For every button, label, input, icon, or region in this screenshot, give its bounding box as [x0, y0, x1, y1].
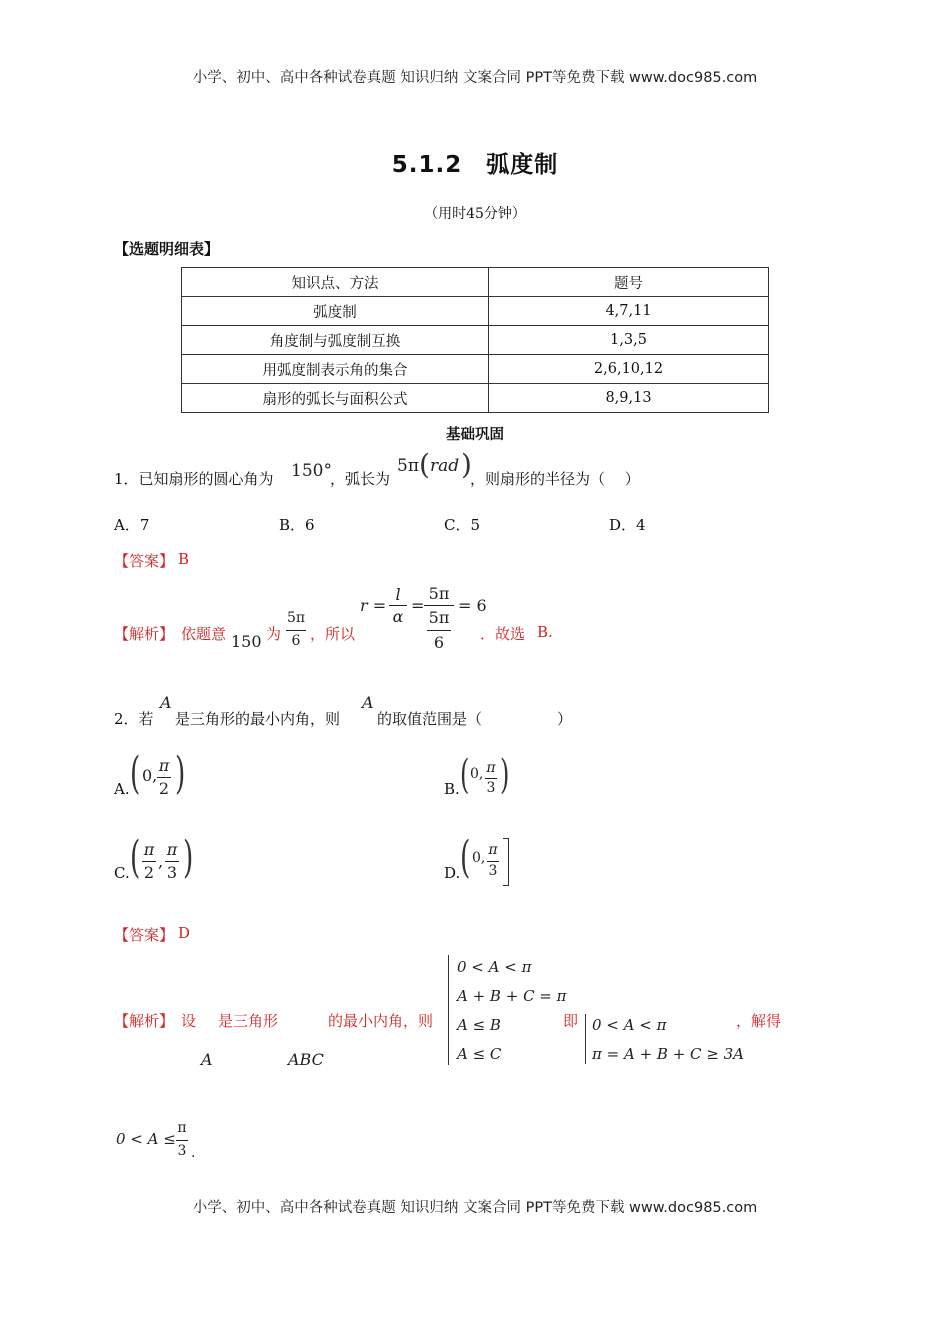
q2-optB-bar [485, 778, 497, 779]
q2-optC-num2: π [166, 840, 178, 859]
q2-optD-rbracket [503, 838, 509, 886]
q2-analysis-text2: 是三角形 [218, 1012, 279, 1030]
table-cell: 用弧度制表示角的集合 [182, 355, 489, 384]
q1-r-eq: r = [360, 596, 387, 615]
q1-frac-num: 5π [286, 610, 306, 626]
q2-optC-den1: 2 [143, 863, 155, 882]
q2-analysis-jiede: ，解得 [736, 1012, 782, 1030]
q2-result-den: 3 [177, 1143, 187, 1159]
q2-sys2-line2: π = A + B + C ≥ 3A [592, 1045, 744, 1063]
table-cell: 1,3,5 [489, 326, 769, 355]
q2-optA-den: 2 [158, 779, 170, 798]
table-header-row [182, 268, 769, 297]
q1-alpha: α [392, 607, 404, 626]
q2-sys1-line4: A ≤ C [457, 1045, 502, 1063]
q1-eq-sign: = [411, 596, 425, 615]
q2-option-b-label: B. [444, 780, 460, 798]
q2-option-d-label: D. [444, 864, 461, 882]
q1-analysis-150: 150 [231, 632, 262, 651]
q1-eq6: = 6 [458, 596, 487, 615]
q2-optA-num: π [158, 756, 170, 775]
table-cell: 4,7,11 [489, 297, 769, 326]
q2-optD-bar [487, 861, 499, 862]
table-cell: 2,6,10,12 [489, 355, 769, 384]
q2-var-a-2: A [362, 693, 374, 712]
q2-optB-rparen: ) [500, 752, 510, 798]
table-cell: 8,9,13 [489, 384, 769, 413]
page-title: 5.1.2 弧度制 [391, 152, 559, 178]
q1-left-paren: ( [419, 448, 430, 481]
q2-analysis-text1: 设 [181, 1012, 197, 1030]
q1-answer: B [178, 550, 190, 568]
page-footer: 小学、初中、高中各种试卷真题 知识归纳 文案合同 PPT等免费下载 www.doc985.com [192, 1200, 758, 1216]
q2-analysis-text3: 的最小内角，则 [328, 1012, 434, 1030]
q1-text-part2: ，弧长为 [330, 470, 391, 488]
q1-answer-label: 【答案】 [114, 552, 175, 570]
q2-optD-zero: 0, [472, 850, 486, 866]
q1-sub-bar [427, 630, 451, 631]
q1-frac-bar [286, 630, 306, 631]
table-header-cell: 知识点、方法 [182, 268, 489, 297]
q2-optD-num: π [488, 842, 498, 858]
q1-5pi-num: 5π [428, 584, 450, 603]
q2-optC-bar1 [142, 861, 156, 862]
q2-optC-den2: 3 [166, 863, 178, 882]
q2-optA-rparen: ) [175, 748, 186, 799]
page-header: 小学、初中、高中各种试卷真题 知识归纳 文案合同 PPT等免费下载 www.doc985.com [192, 70, 758, 86]
q2-optA-lparen: ( [130, 748, 141, 799]
q2-var-a: A [160, 693, 172, 712]
table-row [182, 355, 769, 384]
q1-option-c: C．5 [444, 516, 481, 534]
table-row [182, 384, 769, 413]
q1-5pi-den: 5π [428, 608, 450, 627]
q1-option-d: D．4 [609, 516, 646, 534]
topic-table [181, 267, 769, 413]
q2-sys1-brace [448, 955, 453, 1065]
section-title: 基础巩固 [446, 427, 504, 443]
q2-analysis-label: 【解析】 [114, 1012, 175, 1030]
q2-optB-lparen: ( [460, 752, 470, 798]
table-header-cell: 题号 [489, 268, 769, 297]
q1-right-paren: ) [461, 448, 472, 481]
q2-result-dot: . [191, 1145, 196, 1161]
q2-optD-den: 3 [488, 863, 498, 879]
q2-sys1-line2: A + B + C = π [457, 987, 567, 1005]
q2-text-part2: 是三角形的最小内角，则 [175, 710, 341, 728]
q2-analysis-abc: ABC [288, 1050, 324, 1069]
q2-optC-rparen: ) [183, 832, 194, 883]
q2-sys1-line3: A ≤ B [457, 1016, 501, 1034]
q2-answer-label: 【答案】 [114, 926, 175, 944]
q2-sys2-brace [585, 1014, 590, 1064]
table-row [182, 326, 769, 355]
q1-l: l [395, 585, 401, 604]
q2-optC-lparen: ( [130, 832, 141, 883]
q1-frac-den: 6 [291, 633, 301, 649]
q1-option-a: A．7 [114, 516, 150, 534]
q1-arc-coef: 5π [397, 456, 419, 476]
table-cell: 角度制与弧度制互换 [182, 326, 489, 355]
q1-6-den: 6 [433, 633, 445, 652]
q2-optB-num: π [486, 760, 496, 776]
q2-optB-den: 3 [486, 780, 496, 796]
q1-l-bar [389, 605, 407, 606]
q2-text-part3: 的取值范围是（ ） [377, 710, 573, 728]
q2-analysis-ji: 即 [563, 1012, 579, 1030]
q2-result-num: π [177, 1120, 187, 1136]
q2-answer: D [178, 924, 191, 942]
q2-optD-lparen: ( [460, 832, 471, 883]
q1-option-b: B．6 [279, 516, 315, 534]
table-cell: 扇形的弧长与面积公式 [182, 384, 489, 413]
q1-analysis-text2: 为 [266, 625, 282, 643]
q1-text-part1: 1．已知扇形的圆心角为 [114, 470, 274, 488]
q2-result-lhs: 0 < A ≤ [116, 1130, 176, 1148]
q1-angle: 150° [291, 461, 332, 481]
q2-optB-zero: 0, [470, 766, 484, 782]
table-row [182, 297, 769, 326]
q2-optA-bar [157, 777, 171, 778]
q2-optA-zero: 0, [142, 766, 158, 785]
q1-analysis-choice: B. [537, 623, 553, 641]
q1-analysis-text1: 依题意 [181, 625, 227, 643]
time-note: （用时45分钟） [424, 206, 526, 222]
q2-option-a-label: A. [114, 780, 130, 798]
q2-text-part1: 2．若 [114, 710, 154, 728]
q2-optC-num1: π [143, 840, 155, 859]
q2-result-bar [176, 1140, 188, 1141]
q2-option-c-label: C. [114, 864, 130, 882]
q1-main-bar [424, 605, 454, 606]
q2-sys2-line1: 0 < A < π [592, 1016, 667, 1034]
table-cell: 弧度制 [182, 297, 489, 326]
q1-arc-unit: rad [430, 456, 460, 476]
q2-analysis-var-a: A [201, 1050, 213, 1069]
detail-label: 【选题明细表】 [114, 240, 220, 258]
q1-text-part3: ，则扇形的半径为（ ） [470, 470, 640, 488]
q1-analysis-text4: ．故选 [480, 625, 526, 643]
q1-analysis-label: 【解析】 [114, 625, 175, 643]
q2-optC-bar2 [165, 861, 179, 862]
q2-optC-comma: , [158, 852, 164, 871]
q1-analysis-text3: ，所以 [310, 625, 356, 643]
q2-sys1-line1: 0 < A < π [457, 958, 532, 976]
